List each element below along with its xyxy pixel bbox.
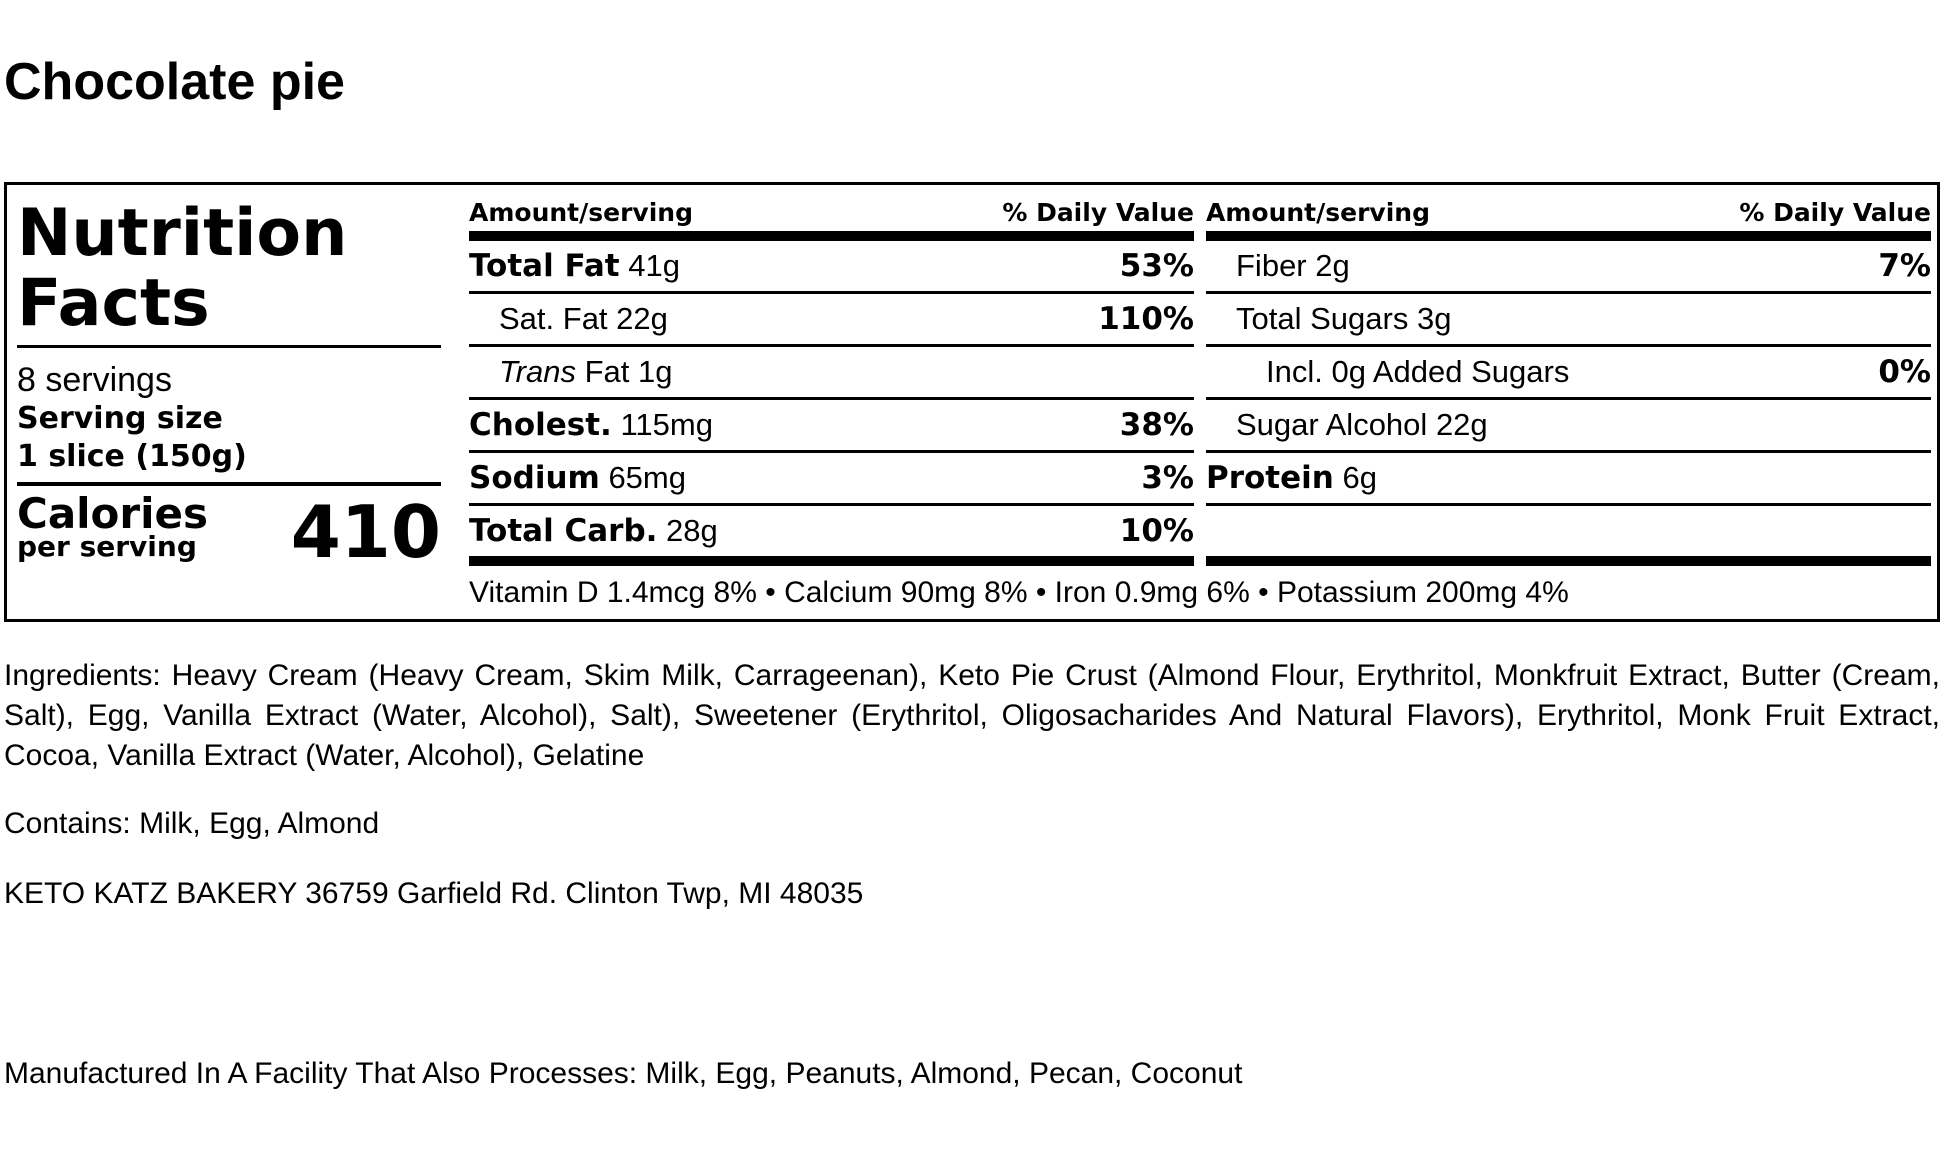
nutrient-name: Fiber	[1236, 248, 1307, 283]
nutrient-amount: 1g	[638, 354, 673, 389]
nutrient-amount: 6g	[1342, 460, 1377, 495]
daily-value-header: % Daily Value	[1739, 198, 1931, 227]
nutrient-column-left	[469, 195, 1194, 566]
nutrient-row-protein	[1206, 453, 1931, 506]
serving-size-value: 1 slice (150g)	[17, 439, 247, 474]
nutrient-amount: 41g	[628, 248, 680, 283]
nutrient-name: Sat. Fat	[499, 301, 608, 336]
nutrient-amount: 65mg	[608, 460, 686, 495]
divider	[17, 482, 441, 486]
column-header	[1206, 195, 1931, 241]
nutrient-dv: 7%	[1878, 248, 1931, 284]
nutrient-name: Protein	[1206, 460, 1334, 496]
nutrition-summary	[17, 196, 441, 574]
manufacturer-address: KETO KATZ BAKERY 36759 Garfield Rd. Clinton Twp, MI 48035	[4, 877, 864, 910]
facility-allergen-statement: Manufactured In A Facility That Also Processes: Milk, Egg, Peanuts, Almond, Pecan, Coconut	[4, 1057, 1243, 1090]
nutrient-row-sugar-alcohol	[1206, 400, 1931, 453]
nutrient-name: Fat	[584, 354, 630, 389]
nutrient-row-trans-fat	[469, 347, 1194, 400]
serving-size-label: Serving size	[17, 401, 223, 436]
nutrient-row-fiber	[1206, 241, 1931, 294]
nutrient-row-added-sugars	[1206, 347, 1931, 400]
nutrient-name: Total Carb.	[469, 513, 658, 549]
nutrient-row-empty	[1206, 506, 1931, 566]
daily-value-header: % Daily Value	[1002, 198, 1194, 227]
product-title: Chocolate pie	[4, 53, 345, 111]
column-header	[469, 195, 1194, 241]
nutrient-name: Sugar Alcohol	[1236, 407, 1428, 442]
nutrition-facts-panel	[4, 182, 1940, 622]
nutrient-amount: 22g	[616, 301, 668, 336]
nutrient-dv: 10%	[1119, 513, 1194, 549]
nutrient-amount: 3g	[1416, 301, 1452, 336]
calories-per-serving-label: per serving	[17, 530, 197, 563]
nutrient-row-cholesterol	[469, 400, 1194, 453]
allergen-contains-text: Contains: Milk, Egg, Almond	[4, 807, 380, 840]
nutrient-dv: 53%	[1119, 248, 1194, 284]
nutrient-dv: 0%	[1878, 354, 1931, 390]
nutrient-row-sodium	[469, 453, 1194, 506]
nutrient-amount: 22g	[1435, 407, 1488, 442]
nutrient-name: Total Fat	[469, 248, 620, 284]
nutrition-facts-heading	[17, 196, 441, 341]
vitamins-minerals-line: Vitamin D 1.4mcg 8% • Calcium 90mg 8% • Iron 0.9mg 6% • Potassium 200mg 4%	[469, 576, 1569, 609]
nutrient-dv: 3%	[1141, 460, 1194, 496]
amount-per-serving-header: Amount/serving	[469, 198, 693, 227]
nutrient-row-total-fat	[469, 241, 1194, 294]
nutrient-dv: 110%	[1098, 301, 1194, 337]
nutrient-name: Total Sugars	[1236, 301, 1409, 336]
nutrient-row-total-sugars	[1206, 294, 1931, 347]
nutrient-dv: 38%	[1119, 407, 1194, 443]
nutrient-name: Incl. 0g Added Sugars	[1266, 354, 1570, 389]
heading-line-1: Nutrition	[17, 196, 348, 271]
nutrient-name-italic: Trans	[499, 354, 576, 389]
heading-line-2: Facts	[17, 266, 210, 341]
ingredients-text: Ingredients: Heavy Cream (Heavy Cream, Skim Milk, Carrageenan), Keto Pie Crust (Almond Flour, Erythritol, Monkfruit Extract, Butter (Cream, Salt), Egg, Vanilla Extract (Water, Alcohol), Salt), Sweetener (Erythritol, Oligosacharides And Natural Flavors), Erythritol, Monk Fruit Extract, Cocoa, Vanilla Extract (Water, Alcohol), Gelatine	[4, 659, 1940, 772]
divider	[17, 345, 441, 348]
calories-row	[17, 489, 441, 574]
nutrient-column-right	[1206, 195, 1931, 566]
nutrient-row-sat-fat	[469, 294, 1194, 347]
nutrient-name: Cholest.	[469, 407, 612, 443]
servings-count: 8 servings	[17, 361, 172, 399]
nutrient-amount: 28g	[666, 513, 718, 548]
nutrient-row-total-carb	[469, 506, 1194, 566]
amount-per-serving-header: Amount/serving	[1206, 198, 1430, 227]
calories-value: 410	[290, 490, 441, 574]
nutrient-amount: 115mg	[620, 407, 713, 442]
nutrient-name: Sodium	[469, 460, 600, 496]
nutrient-amount: 2g	[1315, 248, 1350, 283]
calories-label: Calories	[17, 489, 209, 538]
